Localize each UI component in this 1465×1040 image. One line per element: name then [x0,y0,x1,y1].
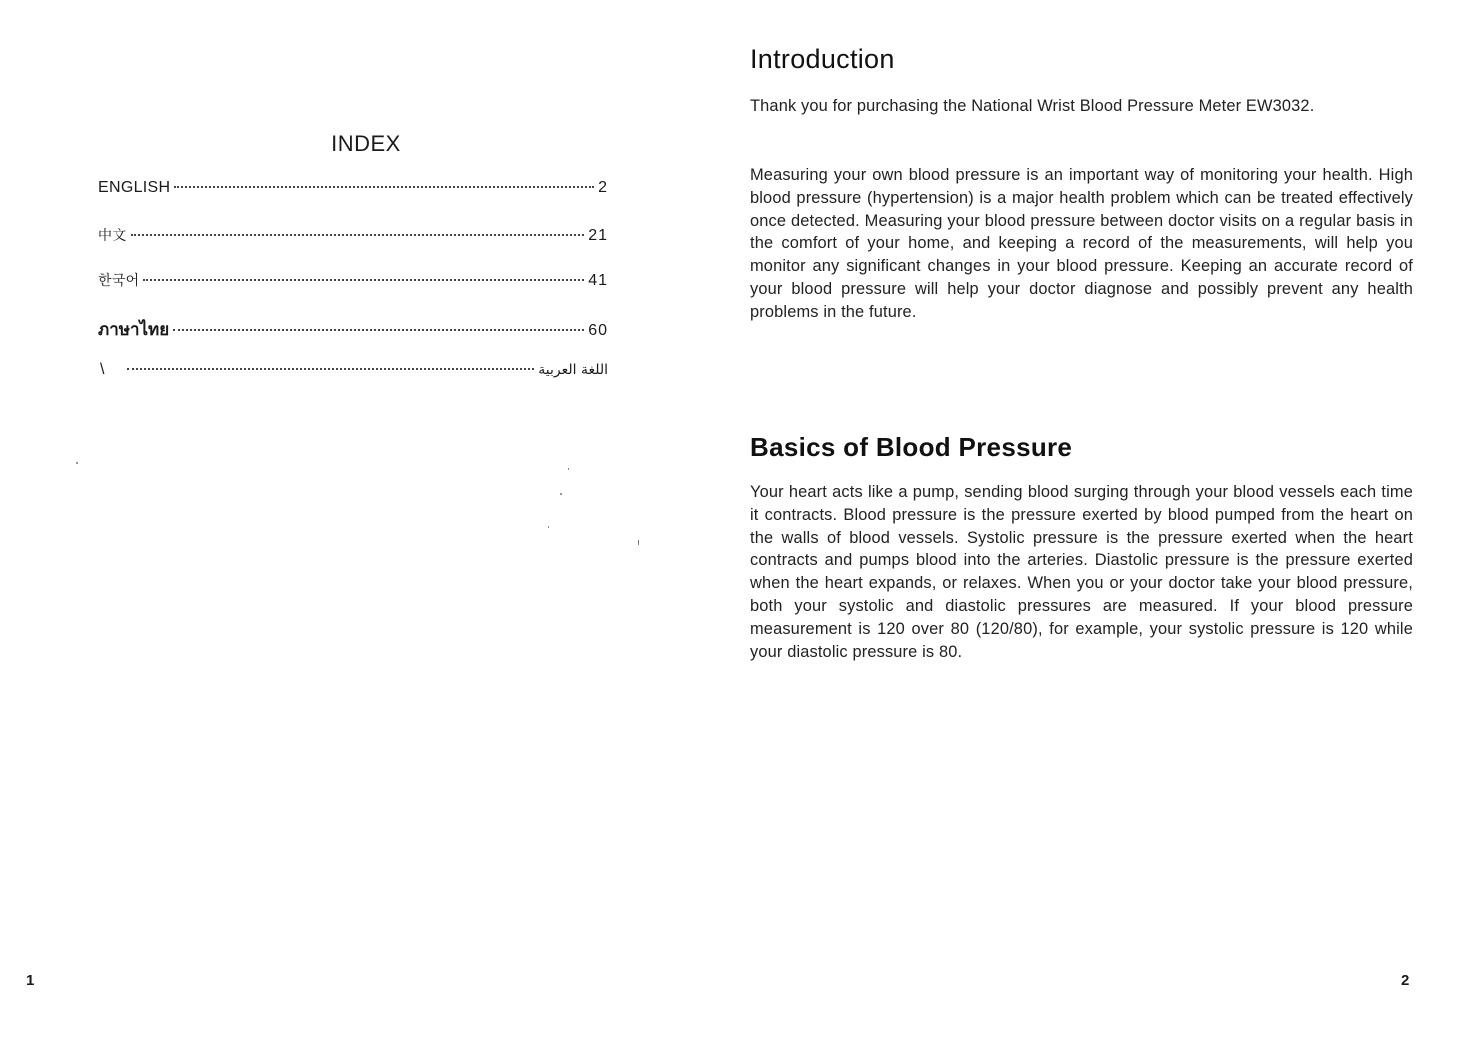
index-entry-page: 2 [598,179,608,196]
index-title: INDEX [331,131,401,156]
introduction-paragraph: Measuring your own blood pressure is an important way of monitoring your health. High blood pressure (hypertension) is a major health problem which can be treated effectively once detected. Measuring your blood pressure between doctor visits on a regular basis in the comfort of your home, and keeping a record of the measurements, will help you monitor any significant changes in your blood pressure. Keeping an accurate record of your blood pressure will help your doctor diagnose and possibly prevent any health problems in the future. [750,166,1413,321]
dot-leader [174,185,594,188]
page-number: 2 [1401,972,1410,989]
index-entry-english [98,179,608,225]
index-entry-page: 60 [588,321,608,339]
introduction-paragraph: Thank you for purchasing the National Wrist Blood Pressure Meter EW3032. [750,97,1315,115]
index-entry-label: 한국어 [98,273,140,289]
index-entry-page: \ [100,361,106,378]
index-entry-page: 41 [588,272,608,289]
index-entry-chinese [98,225,608,271]
right-page [732,0,1465,1040]
scan-speck [568,468,569,470]
index-list [98,179,608,407]
left-page [0,0,732,1040]
scan-speck [560,493,562,495]
index-entry-label: 中文 [98,227,127,244]
page-number: 1 [26,972,35,989]
basics-heading: Basics of Blood Pressure [750,432,1073,462]
scan-speck [638,540,639,545]
dot-leader [131,233,585,236]
index-entry-korean [98,270,608,316]
dot-leader [127,367,534,370]
dot-leader [143,278,584,281]
index-entry-page: 21 [588,226,608,244]
scan-speck [548,526,549,528]
index-entry-label: ENGLISH [98,179,171,196]
scan-speck [76,462,78,464]
index-entry-arabic [98,361,608,407]
basics-paragraph: Your heart acts like a pump, sending blood surging through your blood vessels each time it contracts. Blood pressure is the pressure exerted by blood pumped from the heart on the walls of blood vessels. Systolic pressure is the pressure exerted when the heart contracts and pumps blood into the arteries. Diastolic pressure is the pressure exerted when the heart expands, or relaxes. When you or your doctor take your blood pressure, both your systolic and diastolic pressures are measured. If your blood pressure measurement is 120 over 80 (120/80), for example, your systolic pressure is 120 while your diastolic pressure is 80. [750,483,1413,661]
index-entry-label: اللغة العربية [538,362,608,378]
dot-leader [173,328,584,331]
introduction-heading: Introduction [750,44,895,74]
index-entry-label: ภาษาไทย [98,319,170,339]
index-entry-thai [98,316,608,362]
